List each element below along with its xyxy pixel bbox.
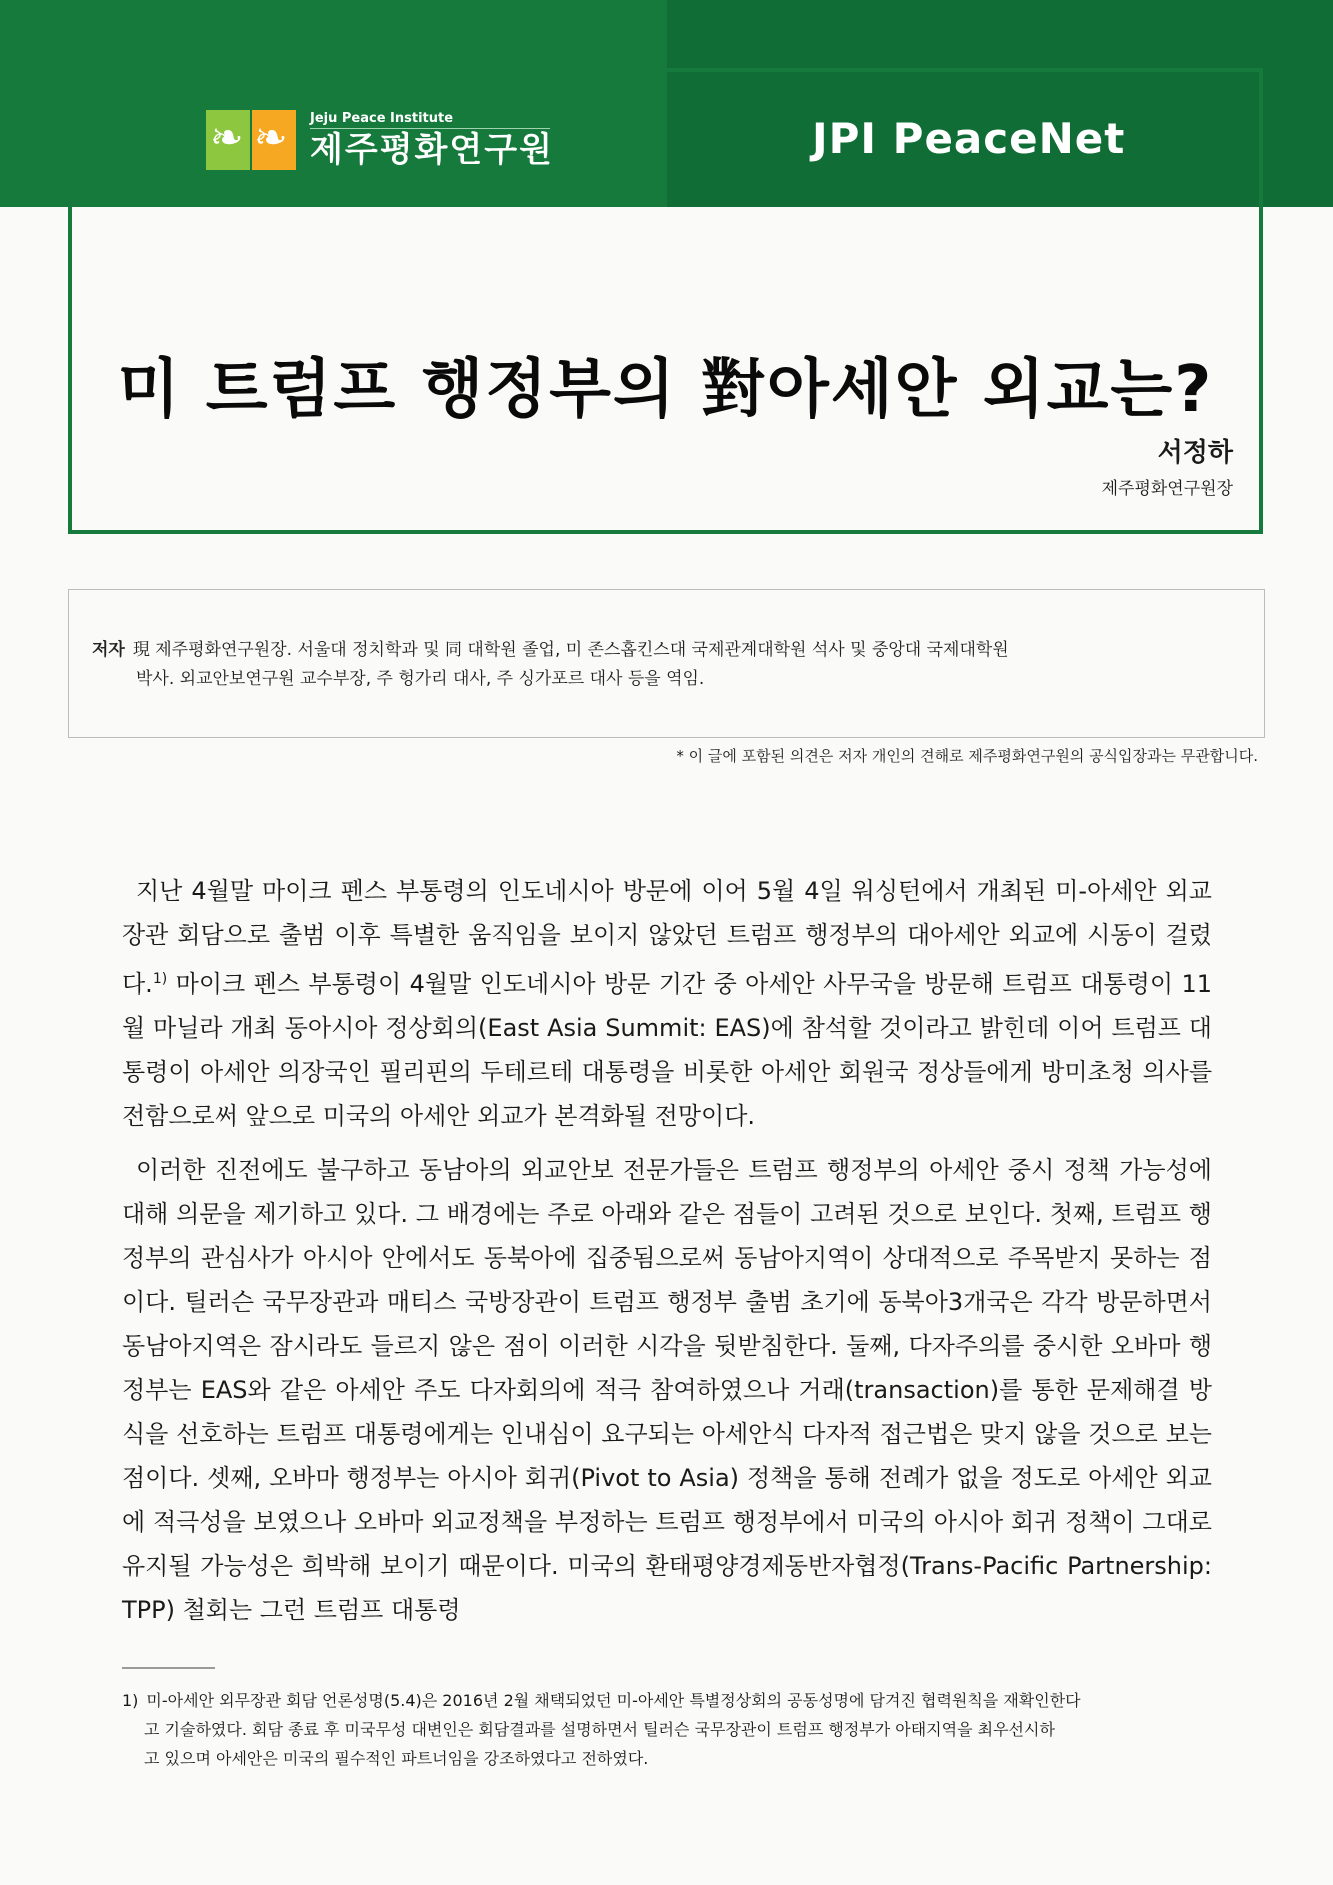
paragraph: 이러한 진전에도 불구하고 동남아의 외교안보 전문가들은 트럼프 행정부의 아세안 중시 정책 가능성에 대해 의문을 제기하고 있다. 그 배경에는 주로 아래와 같은 점들이 고려된 것으로 보인다. 첫째, 트럼프 행정부의 관심사가 아시아 안에서도 동북아에 집중됨으로써 동남아지역이 상대적으로 주목받지 못하는 점이다. 틸러슨 국무장관과 매티스 국방장관이 트럼프 행정부 출범 초기에 동북아3개국은 각각 방문하면서 동남아지역은 잠시라도 들르지 않은 점이 이러한 시각을 뒷받침한다. 둘째, 다자주의를 중시한 오바마 행정부는 EAS와 같은 아세안 주도 다자회의에 적극 참여하였으나 거래(transaction)를 통한 문제해결 방식을 선호하는 트럼프 대통령에게는 인내심이 요구되는 아세안식 다자적 접근법은 맞지 않을 것으로 보는 점이다. 셋째, 오바마 행정부는 아시아 회귀(Pivot to Asia) 정책을 통해 전례가 없을 정도로 아세안 외교에 적극성을 보였으나 오바마 외교정책을 부정하는 트럼프 행정부에서 미국의 아시아 회귀 정책이 그대로 유지될 가능성은 희박해 보이기 때문이다. 미국의 환태평양경제동반자협정(Trans-Pacific Partnership: TPP) 철회는 그런 트럼프 대통령 [122,1156,1212,1624]
logo-text [310,111,554,169]
paragraph-text: 지난 4월말 마이크 펜스 부통령의 인도네시아 방문에 이어 5월 4일 워싱턴에서 개최된 미-아세안 외교장관 회담으로 출범 이후 특별한 움직임을 보이지 않았던 트럼프 행정부의 대아세안 외교에 시동이 걸렸다. [122,877,1212,998]
dove-icon: ❧ [210,115,244,161]
bio-line-1: 現 제주평화연구원장. 서울대 정치학과 및 同 대학원 졸업, 미 존스홉킨스대 국제관계대학원 석사 및 중앙대 국제대학원 [132,640,1009,660]
article-body [122,869,1212,1642]
footnote-reference[interactable]: 1) [152,971,168,987]
author-name: 서정하 [1157,438,1233,468]
footnote-divider [122,1667,215,1669]
disclaimer: * 이 글에 포함된 의견은 저자 개인의 견해로 제주평화연구원의 공식입장과는 무관합니다. [676,747,1258,765]
bio-label: 저자 [92,640,125,660]
footnote-line-1: 미-아세안 외무장관 회담 언론성명(5.4)은 2016년 2월 채택되었던 미-아세안 특별정상회의 공동성명에 담겨진 협력원칙을 재확인한다 [146,1691,1081,1710]
bio-line-2: 박사. 외교안보연구원 교수부장, 주 헝가리 대사, 주 싱가포르 대사 등을 역임. [136,669,705,689]
footnote [122,1686,1217,1773]
page-title: 미 트럼프 행정부의 對아세안 외교는? [117,353,1214,427]
author-bio [92,636,1242,694]
footnote-number: 1) [122,1691,139,1710]
jeju-peace-institute-logo [206,110,554,170]
logo-english-name: Jeju Peace Institute [310,111,550,129]
paragraph [122,869,1212,1138]
author-affiliation: 제주평화연구원장 [1101,479,1233,499]
institute-emblem-icon [206,110,296,170]
jpi-peacenet-logo: JPI PeaceNet [812,114,1126,163]
logo-korean-name: 제주평화연구원 [310,130,554,170]
dove-icon: ❧ [254,115,288,161]
footnote-line-3: 고 있으며 아세안은 미국의 필수적인 파트너임을 강조하였다고 전하였다. [144,1749,649,1768]
paragraph-text: 마이크 펜스 부통령이 4월말 인도네시아 방문 기간 중 아세안 사무국을 방문해 트럼프 대통령이 11월 마닐라 개최 동아시아 정상회의(East Asia Summit: EAS)에 참석할 것이라고 밝힌데 이어 트럼프 대통령이 아세안 의장국인 필리핀의 두테르테 대통령을 비롯한 아세안 회원국 정상들에게 방미초청 의사를 전함으로써 앞으로 미국의 아세안 외교가 본격화될 전망이다. [122,970,1212,1130]
footnote-line-2: 고 기술하였다. 회담 종료 후 미국무성 대변인은 회담결과를 설명하면서 틸러슨 국무장관이 트럼프 행정부가 아태지역을 최우선시하 [144,1720,1055,1739]
